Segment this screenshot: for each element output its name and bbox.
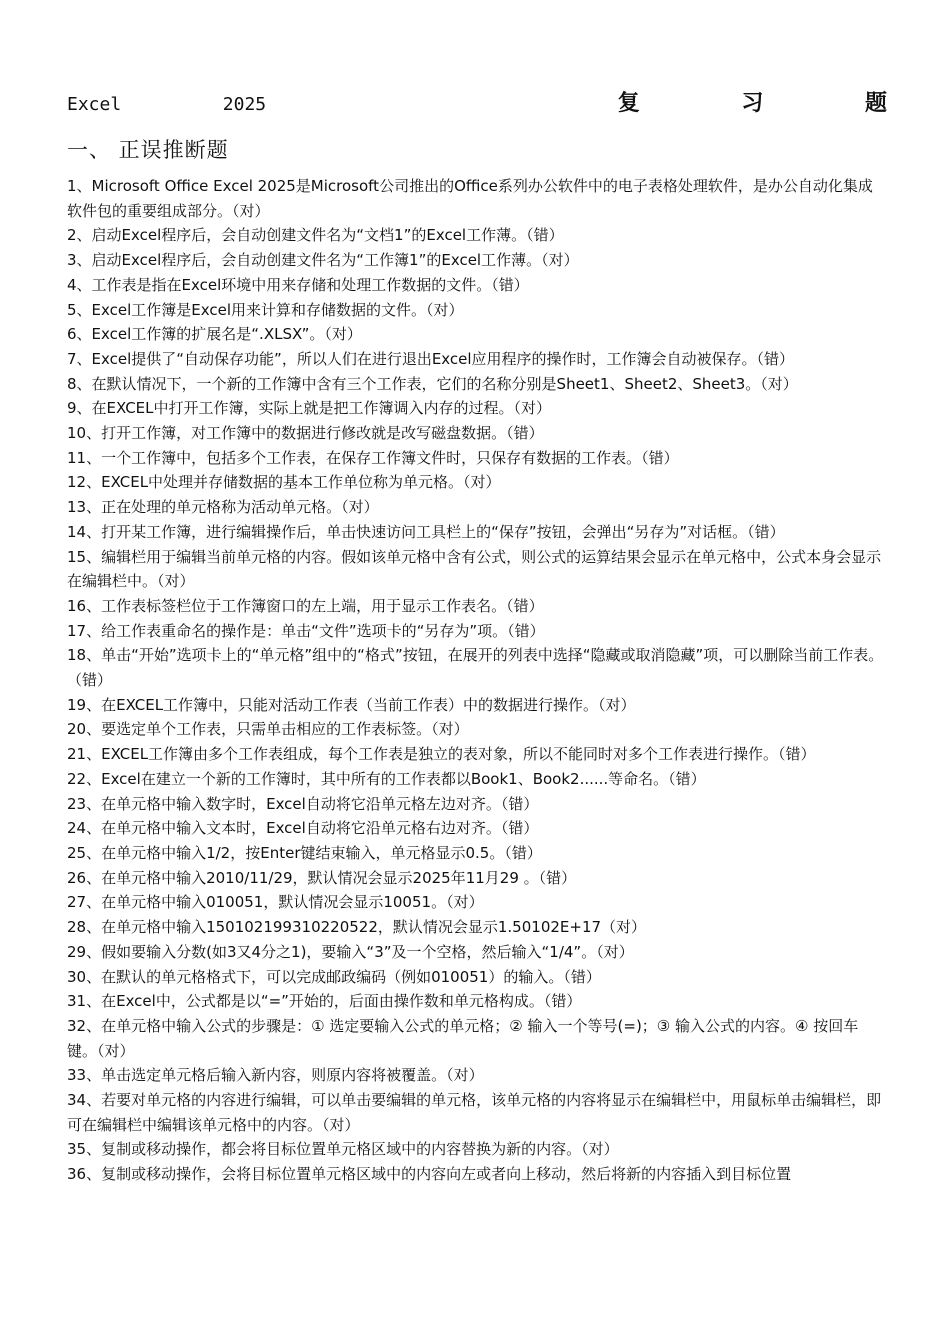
question-item: 3、启动Excel程序后，会自动创建文件名为“工作簿1”的Excel工作薄。（对）: [67, 251, 579, 270]
question-item: 30、在默认的单元格格式下，可以完成邮政编码（例如010051）的输入。（错）: [67, 967, 601, 986]
question-item: 21、EXCEL工作簿由多个工作表组成，每个工作表是独立的表对象，所以不能同时对多个工作表进行操作。（错）: [67, 745, 816, 764]
question-item: 35、复制或移动操作，都会将目标位置单元格区域中的内容替换为新的内容。（对）: [67, 1140, 619, 1159]
question-item: 19、在EXCEL工作簿中，只能对活动工作表（当前工作表）中的数据进行操作。（对）: [67, 695, 636, 714]
question-item: 11、一个工作簿中，包括多个工作表，在保存工作簿文件时，只保存有数据的工作表。（错）: [67, 448, 679, 467]
title-char-1: 复: [617, 91, 640, 116]
question-item: 28、在单元格中输入150102199310220522，默认情况会显示1.50102E+17（对）: [67, 918, 647, 937]
question-item: 36、复制或移动操作，会将目标位置单元格区域中的内容向左或者向上移动，然后将新的内容插入到目标位置: [67, 1165, 792, 1184]
question-item: 34、若要对单元格的内容进行编辑，可以单击要编辑的单元格，该单元格的内容将显示在编辑栏中，用鼠标单击编辑栏，即可在编辑栏中编辑该单元格中的内容。（对）: [67, 1091, 882, 1134]
question-item: 4、工作表是指在Excel环境中用来存储和处理工作数据的文件。（错）: [67, 275, 529, 294]
question-item: 13、正在处理的单元格称为活动单元格。（对）: [67, 498, 379, 517]
question-item: 29、假如要输入分数(如3又4分之1)，要输入“3”及一个空格，然后输入“1/4”。（对）: [67, 942, 634, 961]
title-char-2: 习: [741, 91, 764, 116]
question-item: 27、在单元格中输入010051，默认情况会显示10051。（对）: [67, 893, 484, 912]
question-list: [67, 174, 887, 1187]
question-item: 17、给工作表重命名的操作是：单击“文件”选项卡的“另存为”项。（错）: [67, 621, 545, 640]
document-page: [67, 86, 887, 1187]
question-item: 14、打开某工作簿，进行编辑操作后，单击快速访问工具栏上的“保存”按钮，会弹出“另存为”对话框。（错）: [67, 522, 785, 541]
question-item: 20、要选定单个工作表，只需单击相应的工作表标签。（对）: [67, 720, 469, 739]
question-item: 31、在Excel中，公式都是以“=”开始的，后面由操作数和单元格构成。（错）: [67, 992, 582, 1011]
question-item: 32、在单元格中输入公式的步骤是：① 选定要输入公式的单元格；② 输入一个等号(=)；③ 输入公式的内容。④ 按回车键。（对）: [67, 1016, 859, 1060]
question-item: 9、在EXCEL中打开工作簿，实际上就是把工作簿调入内存的过程。（对）: [67, 399, 552, 418]
question-item: 33、单击选定单元格后输入新内容，则原内容将被覆盖。（对）: [67, 1066, 484, 1085]
section-heading: 一、 正误推断题: [67, 138, 229, 162]
question-item: 23、在单元格中输入数字时，Excel自动将它沿单元格左边对齐。（错）: [67, 794, 539, 813]
question-item: 8、在默认情况下，一个新的工作簿中含有三个工作表，它们的名称分别是Sheet1、Sheet2、Sheet3。（对）: [67, 374, 798, 393]
title-word-excel: Excel: [67, 94, 122, 115]
title-char-3: 题: [864, 91, 887, 116]
question-item: 18、单击“开始”选项卡上的“单元格”组中的“格式”按钮，在展开的列表中选择“隐藏或取消隐藏”项，可以删除当前工作表。（错）: [67, 646, 884, 690]
question-item: 10、打开工作簿，对工作簿中的数据进行修改就是改写磁盘数据。（错）: [67, 424, 544, 443]
question-item: 5、Excel工作簿是Excel用来计算和存储数据的文件。（对）: [67, 300, 464, 319]
question-item: 16、工作表标签栏位于工作簿窗口的左上端，用于显示工作表名。（错）: [67, 596, 544, 615]
question-item: 15、编辑栏用于编辑当前单元格的内容。假如该单元格中含有公式，则公式的运算结果会显示在单元格中，公式本身会显示在编辑栏中。（对）: [67, 547, 882, 591]
title-word-year: 2025: [222, 94, 267, 115]
question-item: 26、在单元格中输入2010/11/29，默认情况会显示2025年11月29 。（错）: [67, 868, 577, 887]
question-item: 24、在单元格中输入文本时，Excel自动将它沿单元格右边对齐。（错）: [67, 819, 539, 838]
question-item: 2、启动Excel程序后，会自动创建文件名为“文档1”的Excel工作薄。（错）: [67, 226, 564, 245]
question-item: 7、Excel提供了“自动保存功能”，所以人们在进行退出Excel应用程序的操作时，工作簿会自动被保存。（错）: [67, 349, 795, 368]
question-item: 6、Excel工作簿的扩展名是“.XLSX”。（对）: [67, 325, 362, 344]
question-item: 25、在单元格中输入1/2，按Enter键结束输入，单元格显示0.5。（错）: [67, 843, 542, 862]
question-item: 22、Excel在建立一个新的工作簿时，其中所有的工作表都以Book1、Book2......等命名。（错）: [67, 769, 706, 788]
question-item: 12、EXCEL中处理并存储数据的基本工作单位称为单元格。（对）: [67, 473, 501, 492]
document-title: [67, 86, 887, 120]
question-item: 1、Microsoft Office Excel 2025是Microsoft公司推出的Office系列办公软件中的电子表格处理软件，是办公自动化集成软件包的重要组成部分。（对）: [67, 177, 873, 220]
